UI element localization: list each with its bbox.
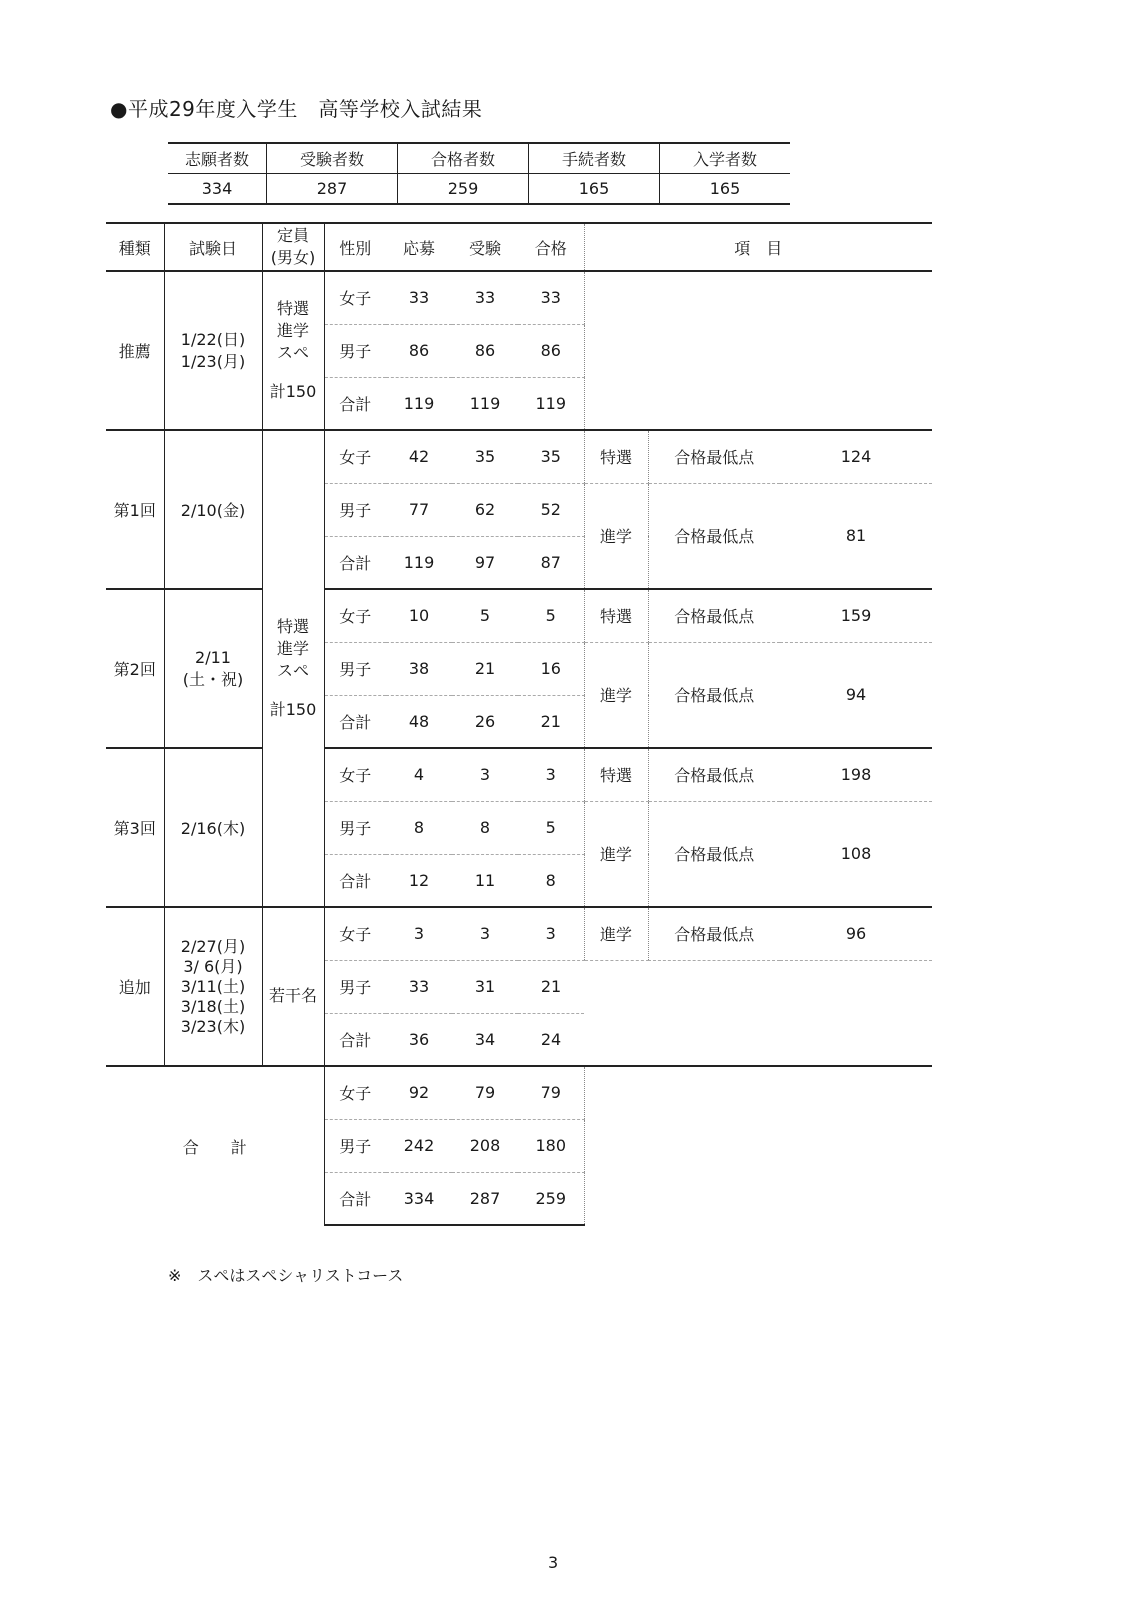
table-row [106, 271, 932, 324]
apply-cell: 48 [386, 695, 452, 748]
pass-cell: 21 [518, 960, 584, 1013]
date-r2: 2/11 (土・祝) [164, 589, 262, 748]
sex-cell: 女子 [324, 271, 386, 324]
apply-cell: 38 [386, 642, 452, 695]
summary-header: 受験者数 [267, 143, 398, 174]
course-cell: 特選 [584, 748, 648, 801]
sex-cell: 合計 [324, 854, 386, 907]
course-cell: 進学 [584, 642, 648, 748]
sex-cell: 男子 [324, 960, 386, 1013]
exam-cell: 62 [452, 483, 518, 536]
header-sex: 性別 [324, 223, 386, 271]
quota-suisen: 特選 進学 スペ 計150 [262, 271, 324, 430]
sex-cell: 男子 [324, 324, 386, 377]
exam-cell: 33 [474, 288, 496, 308]
pass-cell: 33 [540, 288, 561, 308]
sex-cell: 男子 [324, 642, 386, 695]
sex-cell: 合計 [324, 377, 386, 430]
min-score-value: 96 [780, 907, 932, 960]
exam-cell: 208 [452, 1119, 518, 1172]
summary-value: 259 [398, 174, 529, 205]
sex-cell: 合計 [324, 1172, 386, 1225]
min-score-value: 124 [780, 430, 932, 483]
type-extra: 追加 [106, 907, 164, 1066]
summary-value: 165 [529, 174, 660, 205]
min-score-label: 合格最低点 [648, 483, 780, 589]
type-r3: 第3回 [106, 748, 164, 907]
summary-table [168, 142, 790, 205]
pass-cell: 24 [518, 1013, 584, 1066]
pass-cell: 35 [518, 430, 584, 483]
apply-cell: 77 [386, 483, 452, 536]
exam-cell: 11 [452, 854, 518, 907]
summary-header: 入学者数 [660, 143, 791, 174]
pass-cell: 119 [518, 377, 584, 430]
exam-cell: 3 [452, 907, 518, 960]
pass-cell: 5 [518, 589, 584, 642]
sex-cell: 女子 [324, 907, 386, 960]
pass-cell: 16 [518, 642, 584, 695]
min-score-label: 合格最低点 [648, 430, 780, 483]
pass-cell: 8 [518, 854, 584, 907]
quota-extra: 若干名 [262, 907, 324, 1066]
pass-cell: 5 [518, 801, 584, 854]
table-row [106, 748, 932, 801]
apply-cell: 3 [386, 907, 452, 960]
item-empty [584, 1066, 932, 1225]
apply-cell: 12 [386, 854, 452, 907]
apply-cell: 242 [386, 1119, 452, 1172]
page-title: ●平成29年度入学生 高等学校入試結果 [110, 97, 483, 121]
exam-cell: 35 [452, 430, 518, 483]
apply-cell: 119 [386, 536, 452, 589]
min-score-label: 合格最低点 [648, 801, 780, 907]
min-score-label: 合格最低点 [648, 748, 780, 801]
pass-cell: 3 [518, 907, 584, 960]
item-empty [584, 271, 932, 430]
sex-cell: 女子 [324, 430, 386, 483]
pass-cell: 52 [518, 483, 584, 536]
summary-header: 志願者数 [168, 143, 267, 174]
pass-cell: 79 [518, 1066, 584, 1119]
header-pass: 合格 [518, 223, 584, 271]
date-extra: 2/27(月) 3/ 6(月) 3/11(土) 3/18(土) 3/23(木) [164, 907, 262, 1066]
sex-cell: 男子 [324, 801, 386, 854]
header-quota: 定員 (男女) [262, 223, 324, 271]
pass-cell: 259 [518, 1172, 584, 1225]
table-row [106, 589, 932, 642]
exam-cell: 97 [452, 536, 518, 589]
sex-cell: 合計 [324, 695, 386, 748]
pass-cell: 21 [518, 695, 584, 748]
exam-cell: 8 [452, 801, 518, 854]
item-empty [584, 960, 932, 1066]
exam-cell: 86 [452, 324, 518, 377]
quota-general: 特選 進学 スペ 計150 [262, 430, 324, 907]
pass-cell: 180 [518, 1119, 584, 1172]
table-row [106, 907, 932, 960]
apply-cell: 119 [386, 377, 452, 430]
summary-value: 287 [267, 174, 398, 205]
apply-cell: 334 [386, 1172, 452, 1225]
course-cell: 進学 [584, 801, 648, 907]
footnote: ※ スペはスペシャリストコース [168, 1266, 404, 1285]
summary-value: 165 [660, 174, 791, 205]
table-row [106, 1066, 932, 1119]
apply-cell: 4 [386, 748, 452, 801]
type-r1: 第1回 [106, 430, 164, 589]
apply-cell: 42 [386, 430, 452, 483]
min-score-value: 159 [780, 589, 932, 642]
exam-cell: 21 [452, 642, 518, 695]
exam-cell: 26 [452, 695, 518, 748]
min-score-label: 合格最低点 [648, 642, 780, 748]
min-score-value: 81 [780, 483, 932, 589]
apply-cell: 86 [386, 324, 452, 377]
sex-cell: 男子 [324, 1119, 386, 1172]
date-r1: 2/10(金) [164, 430, 262, 589]
exam-cell: 3 [452, 748, 518, 801]
header-row [106, 223, 932, 271]
header-date: 試験日 [164, 223, 262, 271]
pass-cell: 3 [518, 748, 584, 801]
apply-cell: 36 [386, 1013, 452, 1066]
course-cell: 進学 [584, 907, 648, 960]
apply-cell: 33 [386, 960, 452, 1013]
exam-cell: 5 [452, 589, 518, 642]
table-row [106, 430, 932, 483]
min-score-label: 合格最低点 [648, 589, 780, 642]
exam-cell: 287 [452, 1172, 518, 1225]
header-type: 種類 [106, 223, 164, 271]
results-table [106, 222, 932, 1226]
summary-header: 合格者数 [398, 143, 529, 174]
apply-cell: 8 [386, 801, 452, 854]
summary-value: 334 [168, 174, 267, 205]
exam-cell: 79 [452, 1066, 518, 1119]
course-cell: 特選 [584, 589, 648, 642]
date-r3: 2/16(木) [164, 748, 262, 907]
sex-cell: 男子 [324, 483, 386, 536]
min-score-value: 94 [780, 642, 932, 748]
header-exam: 受験 [452, 223, 518, 271]
header-apply: 応募 [386, 223, 452, 271]
apply-cell: 92 [386, 1066, 452, 1119]
exam-cell: 34 [452, 1013, 518, 1066]
sex-cell: 合計 [324, 1013, 386, 1066]
min-score-value: 108 [780, 801, 932, 907]
page-number: 3 [548, 1553, 559, 1572]
course-cell: 特選 [584, 430, 648, 483]
apply-cell: 33 [408, 288, 430, 308]
apply-cell: 10 [386, 589, 452, 642]
summary-header: 手続者数 [529, 143, 660, 174]
min-score-label: 合格最低点 [648, 907, 780, 960]
sex-cell: 女子 [324, 1066, 386, 1119]
pass-cell: 86 [518, 324, 584, 377]
exam-cell: 31 [452, 960, 518, 1013]
grand-total-label: 合 計 [106, 1066, 324, 1225]
type-suisen: 推薦 [118, 342, 151, 361]
sex-cell: 合計 [324, 536, 386, 589]
course-cell: 進学 [584, 483, 648, 589]
pass-cell: 87 [518, 536, 584, 589]
exam-cell: 119 [452, 377, 518, 430]
sex-cell: 女子 [324, 589, 386, 642]
header-item: 項 目 [584, 223, 932, 271]
type-r2: 第2回 [106, 589, 164, 748]
date-suisen: 1/22(日) 1/23(月) [164, 271, 262, 430]
min-score-value: 198 [780, 748, 932, 801]
sex-cell: 女子 [324, 748, 386, 801]
